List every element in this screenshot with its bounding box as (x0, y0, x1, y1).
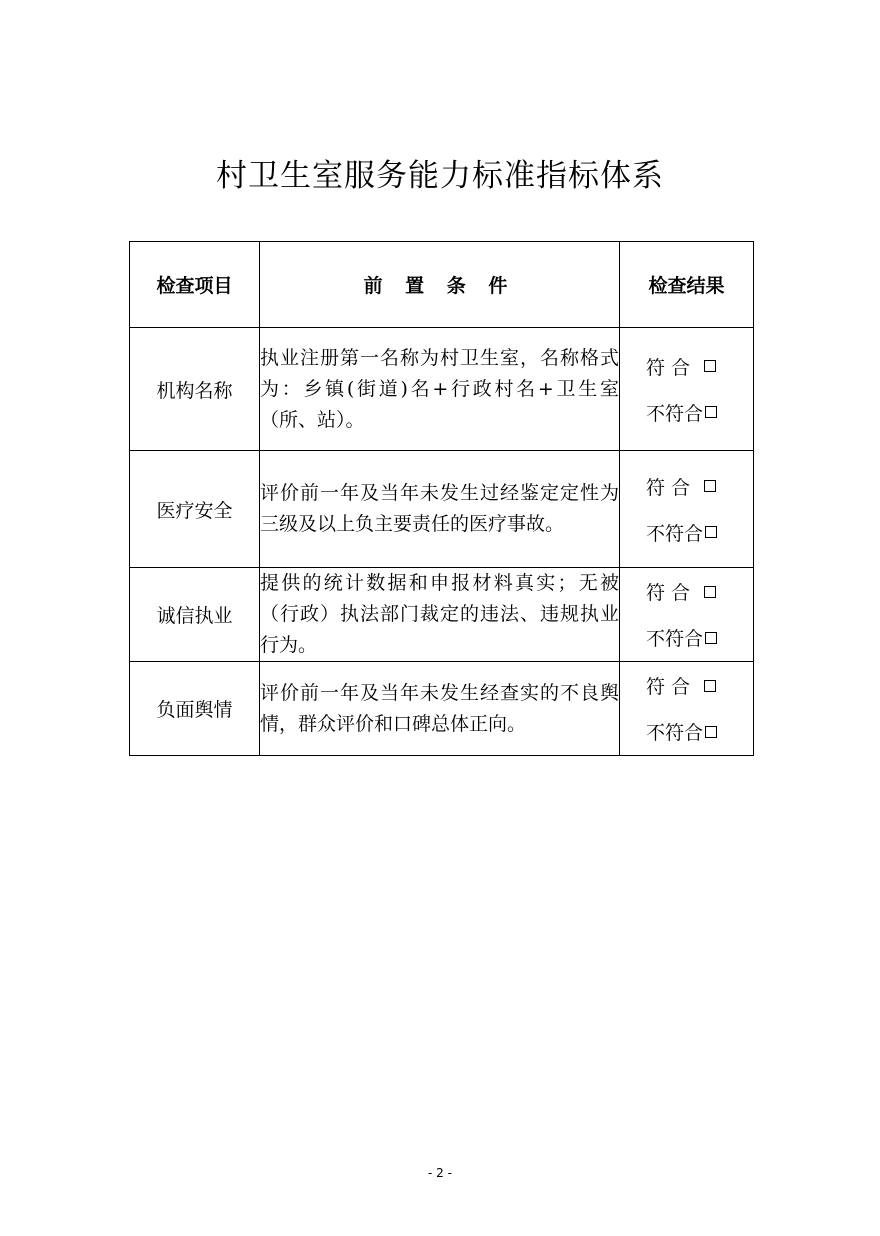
row-condition: 评价前一年及当年未发生过经鉴定定性为三级及以上负主要责任的医疗事故。 (260, 451, 620, 568)
header-result: 检查结果 (620, 242, 754, 328)
pass-option[interactable] (620, 663, 753, 709)
fail-label: 不符合 (646, 722, 704, 744)
table-row (130, 328, 754, 451)
row-item: 负面舆情 (130, 662, 260, 756)
pass-checkbox[interactable] (704, 480, 716, 492)
row-item: 医疗安全 (130, 451, 260, 568)
table-row (130, 662, 754, 756)
pass-checkbox[interactable] (704, 586, 716, 598)
row-item: 诚信执业 (130, 568, 260, 662)
fail-option[interactable] (620, 709, 753, 755)
row-result (620, 451, 754, 568)
header-item: 检查项目 (130, 242, 260, 328)
row-result (620, 328, 754, 451)
page-number: - 2 - (428, 1166, 452, 1180)
pass-option[interactable] (620, 463, 753, 509)
fail-checkbox[interactable] (705, 632, 717, 644)
fail-option[interactable] (620, 509, 753, 555)
fail-checkbox[interactable] (705, 526, 717, 538)
indicator-table (129, 241, 754, 756)
table-row (130, 451, 754, 568)
page-title: 村卫生室服务能力标准指标体系 (216, 158, 664, 194)
fail-option[interactable] (620, 389, 753, 435)
pass-label: 符 合 (646, 476, 691, 499)
row-condition: 评价前一年及当年未发生经查实的不良舆情，群众评价和口碑总体正向。 (260, 662, 620, 756)
fail-label: 不符合 (646, 628, 704, 650)
fail-checkbox[interactable] (705, 406, 717, 418)
row-result (620, 568, 754, 662)
pass-label: 符 合 (646, 676, 691, 698)
header-condition: 前 置 条 件 (260, 242, 620, 328)
pass-checkbox[interactable] (704, 360, 716, 372)
fail-option[interactable] (620, 615, 753, 661)
row-condition: 提供的统计数据和申报材料真实；无被（行政）执法部门裁定的违法、违规执业行为。 (260, 568, 620, 662)
table-row (130, 568, 754, 662)
fail-label: 不符合 (646, 402, 704, 425)
pass-option[interactable] (620, 343, 753, 389)
pass-label: 符 合 (646, 582, 691, 604)
pass-option[interactable] (620, 569, 753, 615)
fail-label: 不符合 (646, 522, 704, 545)
pass-label: 符 合 (646, 356, 691, 379)
row-item: 机构名称 (130, 328, 260, 451)
table-header-row (130, 242, 754, 328)
fail-checkbox[interactable] (705, 726, 717, 738)
row-result (620, 662, 754, 756)
pass-checkbox[interactable] (704, 680, 716, 692)
row-condition: 执业注册第一名称为村卫生室，名称格式为：乡镇(街道)名+行政村名+卫生室（所、站）。 (260, 328, 620, 451)
